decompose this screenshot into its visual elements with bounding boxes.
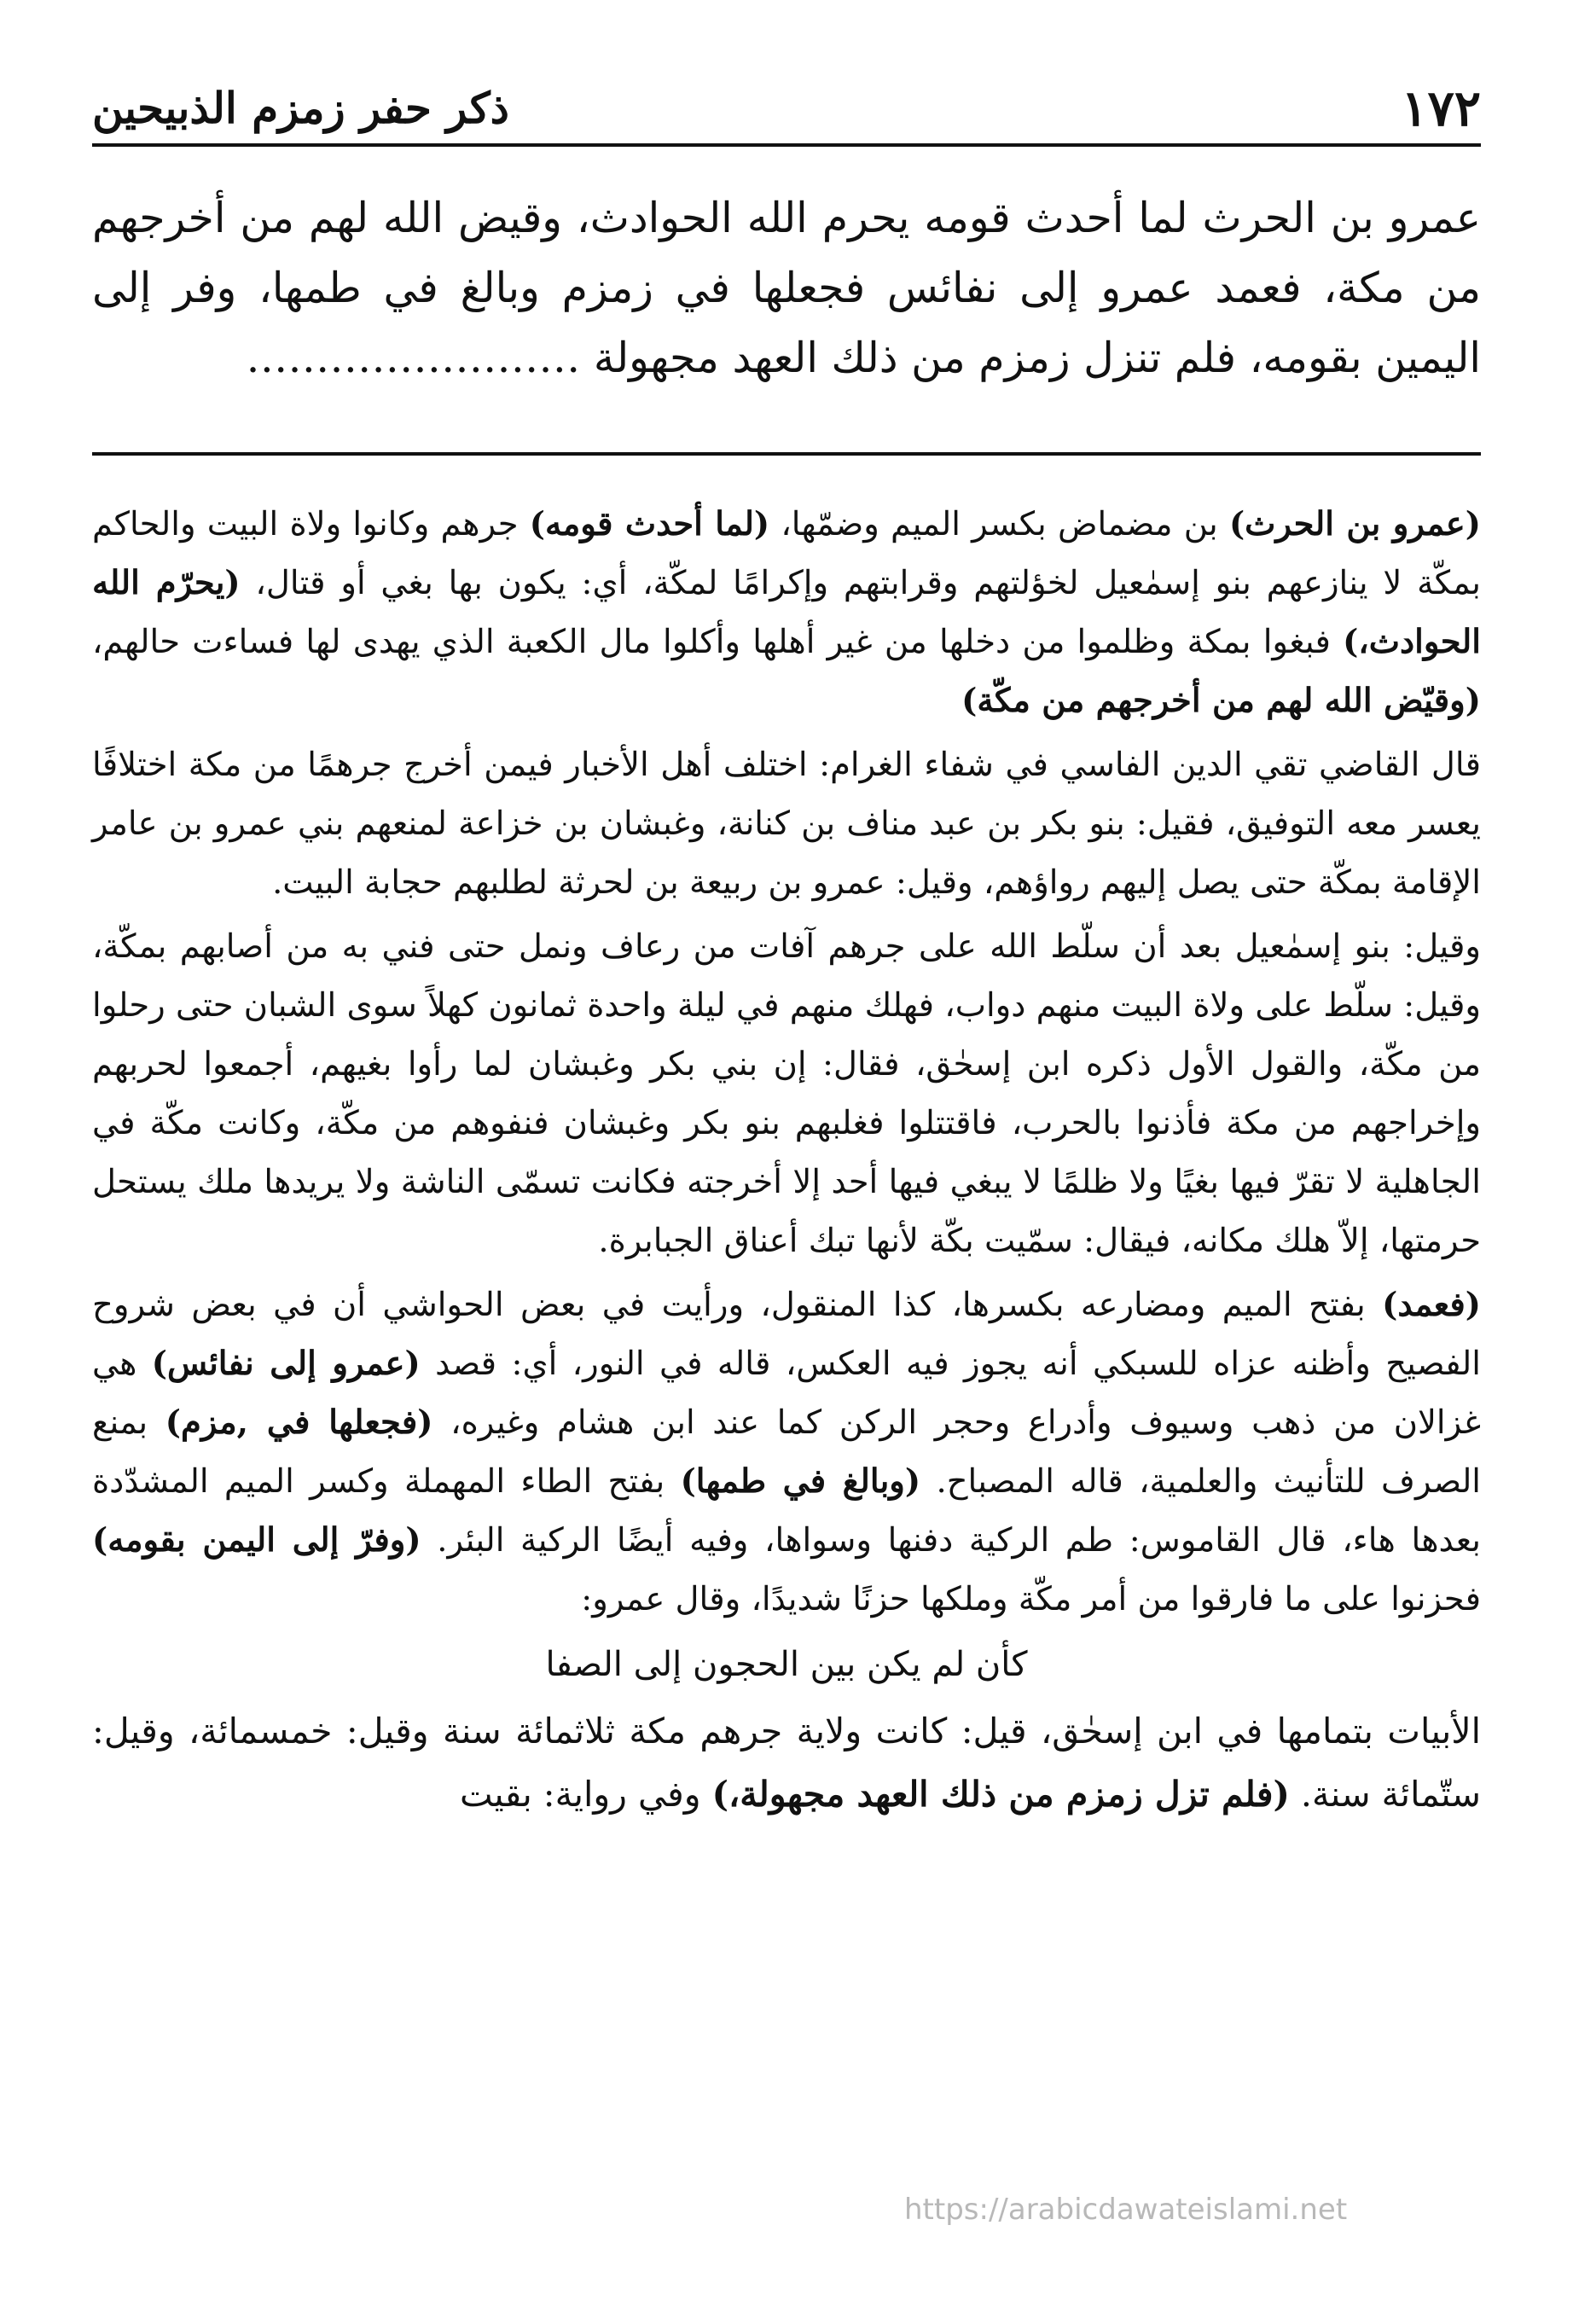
main-text-body: عمرو بن الحرث لما أحدث قومه يحرم الله الحوادث، وقيض الله لهم من أخرجهم من مكة، فعمد عمرو إلى نفائس فجعلها في زمزم وبالغ في طمها، وفر إلى اليمين بقومه، فلم تنزل زمزم من ذلك العهد مجهولة: [92, 194, 1481, 382]
commentary-text: جرهم وكانوا ولاة البيت والحاكم بمكّة لا ينازعهم بنو إسمٰعيل لخؤلتهم وقرابتهم وإكرامًا لمكّة، أي: يكون بها بغي أو قتال،: [92, 505, 1482, 602]
quoted-phrase: (وفرّ إلى اليمن بقومه): [92, 1521, 421, 1560]
commentary-paragraph-2: قال القاضي تقي الدين الفاسي في شفاء الغرام: اختلف أهل الأخبار فيمن أخرج جرهمًا من مكة اختلافًا يعسر معه التوفيق، فقيل: بنو بكر بن عبد مناف بن كنانة، وغبشان بن خزاعة لمنعهم بني عمرو بن عامر الإقامة بمكّة حتى يصل إليهم رواؤهم، وقيل: عمرو بن ربيعة بن لحرثة لطلبهم حجابة البيت.: [92, 746, 1481, 902]
quoted-phrase: (وقيّض الله لهم من أخرجهم من مكّة): [961, 682, 1481, 720]
quoted-phrase: (عمرو إلى نفائس): [151, 1345, 421, 1383]
quoted-phrase: (فجعلها في ,مزم): [165, 1403, 433, 1442]
commentary-text: فبغوا بمكة وظلموا من دخلها من غير أهلها وأكلوا مال الكعبة الذي يهدى لها فساءت حالهم،: [92, 623, 1344, 661]
quoted-phrase: (فلم تزل زمزم من ذلك العهد مجهولة،): [711, 1774, 1290, 1815]
commentary: [92, 495, 1481, 1831]
quoted-phrase: (وبالغ في طمها): [680, 1462, 921, 1501]
quoted-phrase: (فعمد): [1382, 1286, 1481, 1324]
main-text-dots: ……………………: [246, 334, 581, 382]
commentary-text: فحزنوا على ما فارقوا من أمر مكّة وملكها حزنًا شديدًا، وقال عمرو:: [581, 1580, 1481, 1618]
commentary-text: وفي رواية: بقيت: [459, 1774, 712, 1815]
commentary-paragraph-5: [92, 1699, 1481, 1826]
commentary-text: بمنع الصرف للتأنيث والعلمية، قاله المصباح.: [92, 1403, 1482, 1501]
poetry-verse: كأن لم يكن بين الحجون إلى الصفا: [545, 1645, 1028, 1684]
commentary-text: بفتح الميم ومضارعه بكسرها، كذا المنقول، ورأيت في بعض الحواشي أن في بعض شروح الفصيح وأظنه عزاه للسبكي أنه يجوز فيه العكس، قاله في النور، أي: قصد: [92, 1286, 1481, 1383]
commentary-paragraph-3: وقيل: بنو إسمٰعيل بعد أن سلّط الله على جرهم آفات من رعاف ونمل حتى فني به من أصابهم بمكّة، وقيل: سلّط على ولاة البيت منهم دواب، فهلك منهم في ليلة واحدة ثمانون كهلاً سوى الشبان حتى رحلوا من مكّة، والقول الأول ذكره ابن إسحٰق، فقال: إن بني بكر وغبشان لما رأوا بغيهم، أجمعوا لحربهم وإخراجهم من مكة فأذنوا بالحرب، فاقتتلوا فغلبهم بنو بكر وغبشان فنفوهم من مكّة، وكانت مكّة في الجاهلية لا تقرّ فيها بغيًا ولا ظلمًا لا يبغي فيها أحد إلا أخرجته فكانت تسمّى الناشة ولا يريدها ملك يستحل حرمتها، إلاّ هلك مكانه، فيقال: سمّيت بكّة لأنها تبك أعناق الجبابرة.: [92, 927, 1481, 1260]
commentary-paragraph-4: [92, 1275, 1481, 1629]
watermark-url: https://arabicdawateislami.net: [904, 2193, 1348, 2227]
quoted-phrase: (لما أحدث قومه): [529, 505, 770, 543]
commentary-text: الأبيات بتمامها في ابن إسحٰق، قيل: كانت ولاية جرهم مكة ثلاثمائة سنة وقيل: خمسمائة، وقيل: ستّمائة سنة.: [92, 1711, 1481, 1815]
header-rule: [92, 143, 1481, 147]
page-header: [92, 75, 1481, 142]
separator-rule: [92, 452, 1481, 456]
main-text: [92, 183, 1481, 393]
quoted-phrase: (عمرو بن الحرث): [1228, 505, 1481, 543]
main-text-paragraph: [92, 183, 1481, 393]
commentary-text: بن مضماض بكسر الميم وضمّها،: [769, 505, 1229, 543]
commentary-paragraph-1: [92, 495, 1481, 730]
commentary-text: هي غزالان من ذهب وسيوف وأدراع وحجر الركن كما عند ابن هشام وغيره،: [92, 1345, 1482, 1442]
page-number: ١٧٢: [1401, 79, 1481, 137]
quoted-phrase: (يحرّم الله الحوادث،): [92, 564, 1481, 661]
commentary-text: بفتح الطاء المهملة وكسر الميم المشدّدة بعدها هاء، قال القاموس: طم الركية دفنها وسواها، وفيه أيضًا الركية البئر.: [92, 1462, 1481, 1560]
running-title: ذكر حفر زمزم الذبيحين: [92, 83, 509, 133]
